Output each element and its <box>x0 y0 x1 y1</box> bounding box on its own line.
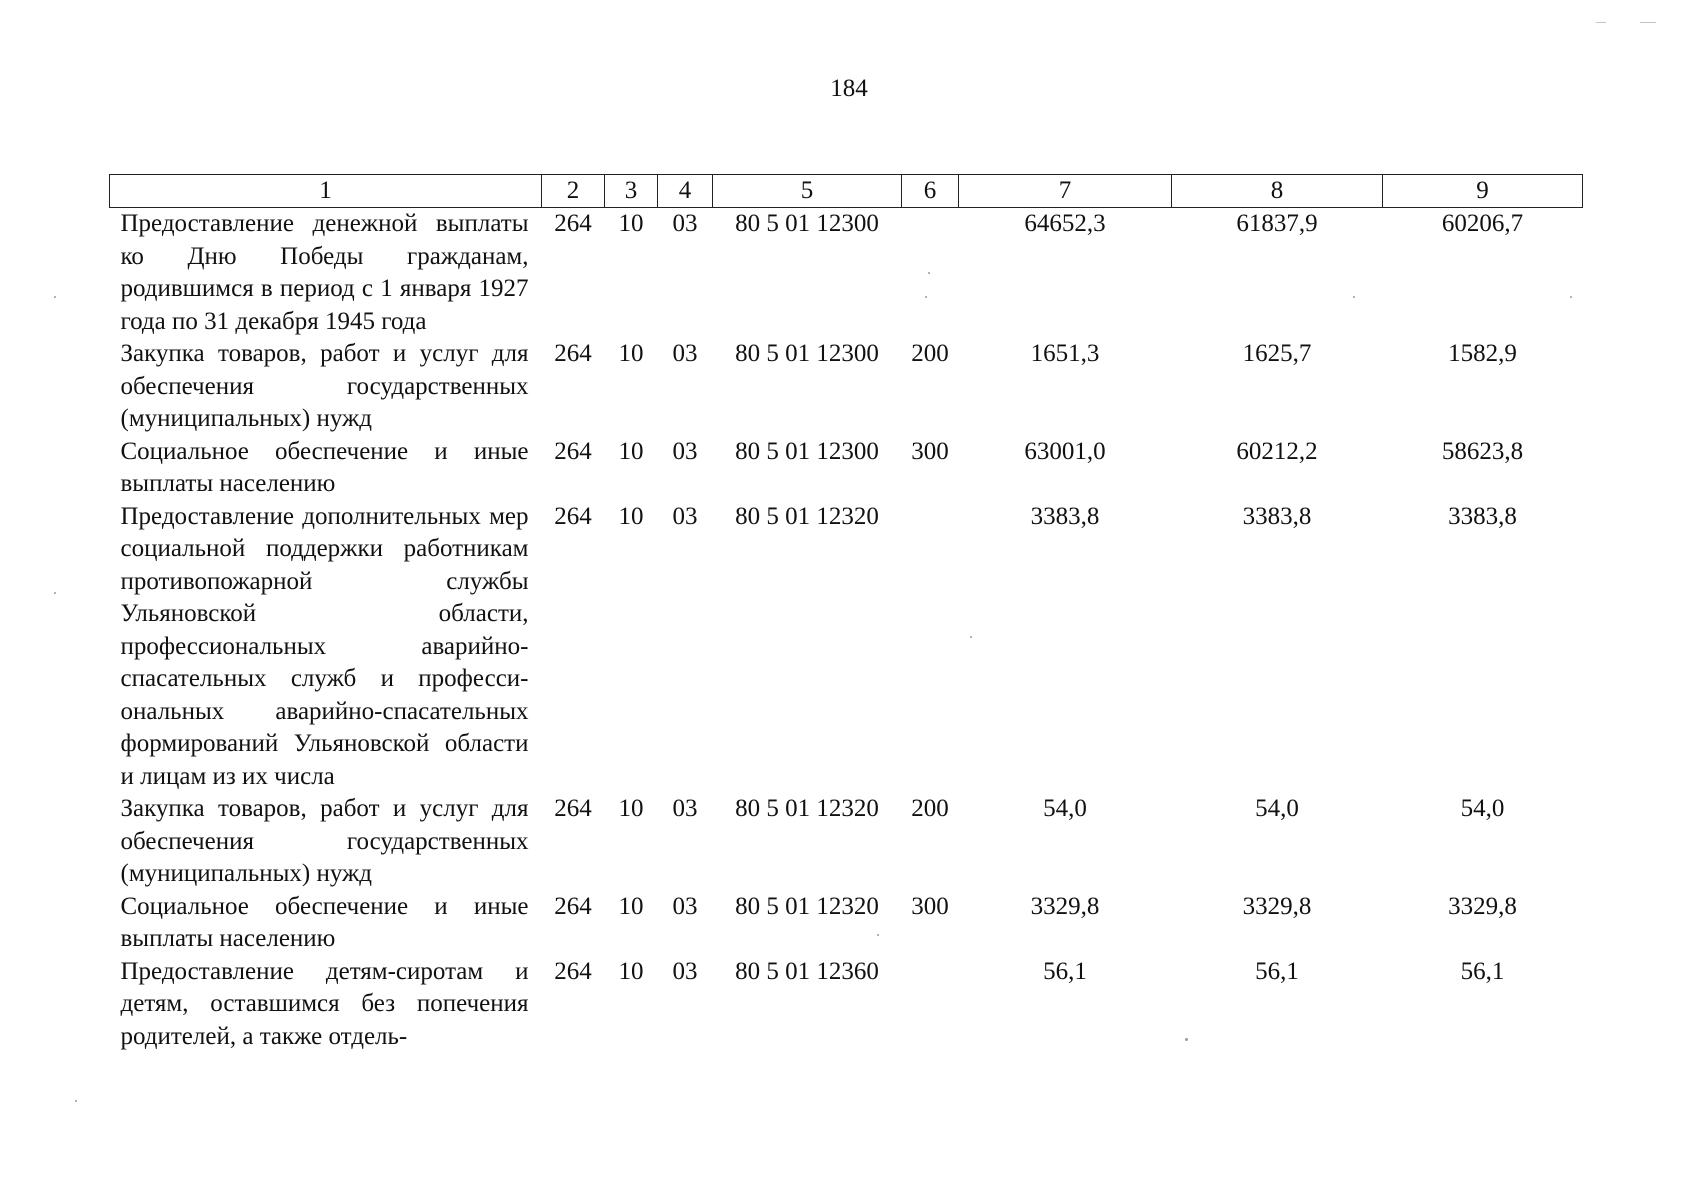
header-col-7: 7 <box>959 175 1172 208</box>
scan-speck <box>877 934 879 936</box>
item-name: Социальное обеспечение и иные выплаты населению <box>120 892 529 952</box>
item-name: Закупка товаров, работ и услуг для обеспечения государственных (муниципальных) нужд <box>120 340 529 432</box>
table-row <box>110 338 1583 436</box>
col-5-value: 80 5 01 12300 <box>735 210 879 237</box>
col-8-value: 3383,8 <box>1242 502 1312 530</box>
col-2-value: 264 <box>554 437 592 465</box>
col-8-value: 60212,2 <box>1236 437 1318 465</box>
table-row <box>110 793 1583 891</box>
col-6-value: 200 <box>911 795 949 822</box>
scan-speck <box>970 636 972 638</box>
col-5-value: 80 5 01 12300 <box>735 437 879 465</box>
item-name: Предоставление дополнительных мер социальной поддержки работникам противопожарной службы Ульяновской области, профессиональных аварийно-спасательных служб и профессиональных аварийно-спасательных формирований Ульяновской области и лицам из их числа <box>120 502 529 790</box>
col-6-value: 300 <box>911 892 949 920</box>
item-name: Закупка товаров, работ и услуг для обеспечения государственных (муниципальных) нужд <box>120 795 529 887</box>
col-8-value: 54,0 <box>1255 795 1299 822</box>
scan-speck <box>1570 296 1572 298</box>
header-col-1: 1 <box>110 175 542 208</box>
col-4-value: 03 <box>672 502 698 530</box>
col-3-value: 10 <box>618 795 644 822</box>
scan-speck <box>928 272 930 274</box>
col-9-value: 1582,9 <box>1448 340 1517 367</box>
col-3-value: 10 <box>618 892 644 920</box>
table-row <box>110 501 1583 794</box>
col-6-value <box>902 956 959 1054</box>
header-col-5: 5 <box>713 175 902 208</box>
table-header <box>110 175 1583 208</box>
col-4-value: 03 <box>672 957 698 985</box>
col-2-value: 264 <box>554 795 592 822</box>
col-5-value: 80 5 01 12320 <box>735 795 879 822</box>
header-col-3: 3 <box>605 175 658 208</box>
col-5-value: 80 5 01 12360 <box>735 957 879 985</box>
col-2-value: 264 <box>554 892 592 920</box>
item-name: Предоставление детям-сиротам и детям, оставшимся без попечения родителей, а также отдель- <box>120 957 529 1050</box>
header-row <box>110 175 1583 208</box>
header-col-6: 6 <box>902 175 959 208</box>
col-7-value: 3329,8 <box>1030 892 1100 920</box>
col-9-value: 3383,8 <box>1448 502 1517 530</box>
col-6-value <box>902 501 959 794</box>
col-8-value: 56,1 <box>1255 957 1299 985</box>
table-row <box>110 208 1583 339</box>
col-3-value: 10 <box>618 502 644 530</box>
col-6-value: 300 <box>911 437 949 465</box>
scan-speck <box>1353 296 1355 298</box>
col-8-value: 1625,7 <box>1242 340 1312 367</box>
col-9-value: 3329,8 <box>1448 892 1517 920</box>
col-3-value: 10 <box>618 210 644 237</box>
col-2-value: 264 <box>554 502 592 530</box>
col-8-value: 3329,8 <box>1242 892 1312 920</box>
table-row <box>110 956 1583 1054</box>
scan-speck <box>1640 22 1656 23</box>
col-9-value: 56,1 <box>1460 957 1505 985</box>
col-5-value: 80 5 01 12320 <box>735 502 879 530</box>
col-3-value: 10 <box>618 437 644 465</box>
header-col-2: 2 <box>542 175 605 208</box>
scan-speck <box>54 296 56 298</box>
header-col-8: 8 <box>1172 175 1383 208</box>
col-6-value: 200 <box>911 340 949 367</box>
col-4-value: 03 <box>672 210 698 237</box>
col-7-value: 64652,3 <box>1024 210 1106 237</box>
scan-speck <box>75 1100 77 1102</box>
col-8-value: 61837,9 <box>1236 210 1318 237</box>
col-7-value: 56,1 <box>1043 957 1087 985</box>
col-2-value: 264 <box>554 210 592 237</box>
scan-speck <box>54 592 56 594</box>
item-name: Предоставление денежной выплаты ко Дню Победы гражданам, родившимся в период с 1 января 1927 года по 31 декабря 1945 года <box>120 210 529 335</box>
col-5-value: 80 5 01 12320 <box>735 892 879 920</box>
col-9-value: 54,0 <box>1460 795 1505 822</box>
item-name: Социальное обеспечение и иные выплаты населению <box>120 437 529 497</box>
header-col-4: 4 <box>658 175 713 208</box>
table-row <box>110 436 1583 501</box>
budget-table <box>109 174 1583 1053</box>
col-9-value: 58623,8 <box>1441 437 1524 465</box>
col-5-value: 80 5 01 12300 <box>735 340 879 367</box>
col-4-value: 03 <box>672 892 698 920</box>
col-7-value: 54,0 <box>1043 795 1087 822</box>
col-7-value: 3383,8 <box>1030 502 1100 530</box>
col-3-value: 10 <box>618 957 644 985</box>
table-body <box>110 208 1583 1054</box>
col-2-value: 264 <box>554 340 592 367</box>
col-9-value: 60206,7 <box>1441 210 1524 237</box>
col-6-value <box>902 208 959 339</box>
col-4-value: 03 <box>672 795 698 822</box>
col-2-value: 264 <box>554 957 592 985</box>
header-col-9: 9 <box>1383 175 1583 208</box>
table-row <box>110 891 1583 956</box>
scan-speck <box>1185 1038 1188 1041</box>
col-4-value: 03 <box>672 340 698 367</box>
page-number: 184 <box>830 75 868 102</box>
scan-speck <box>925 296 927 298</box>
scan-speck <box>1596 22 1606 23</box>
col-7-value: 1651,3 <box>1030 340 1100 367</box>
col-3-value: 10 <box>618 340 644 367</box>
col-4-value: 03 <box>672 437 698 465</box>
col-7-value: 63001,0 <box>1024 437 1106 465</box>
